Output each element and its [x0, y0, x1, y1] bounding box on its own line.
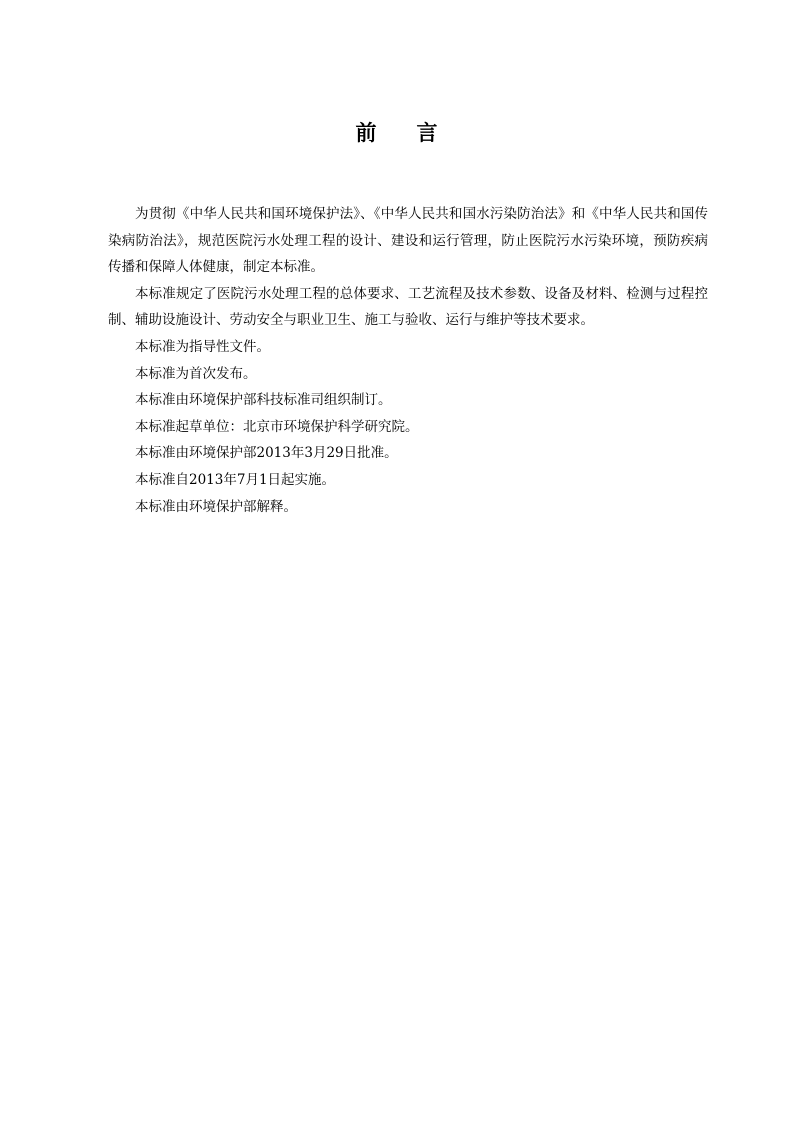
title-char-1: 前	[355, 121, 377, 145]
paragraph-purpose: 为贯彻《中华人民共和国环境保护法》、《中华人民共和国水污染防治法》和《中华人民共和国传染病防治法》，规范医院污水处理工程的设计、建设和运行管理，防止医院污水污染环境，预防疾病传播和保障人体健康，制定本标准。	[108, 206, 708, 276]
paragraph-scope: 本标准规定了医院污水处理工程的总体要求、工艺流程及技术参数、设备及材料、检测与过程控制、辅助设施设计、劳动安全与职业卫生、施工与验收、运行与维护等技术要求。	[108, 285, 708, 329]
paragraph-first-release: 本标准为首次发布。	[135, 365, 257, 382]
paragraph-approval: 本标准由环境保护部2013年3月29日批准。	[135, 445, 398, 462]
preface-body	[108, 201, 708, 520]
paragraph-guidance: 本标准为指导性文件。	[135, 338, 270, 355]
paragraph-interpretation: 本标准由环境保护部解释。	[135, 498, 297, 515]
title-char-2: 言	[416, 121, 438, 145]
paragraph-effective-date: 本标准自2013年7月1日起实施。	[135, 471, 336, 488]
paragraph-drafting-unit: 本标准起草单位：北京市环境保护科学研究院。	[135, 418, 419, 435]
paragraph-organizer: 本标准由环境保护部科技标准司组织制订。	[135, 392, 392, 409]
page-title	[0, 118, 793, 148]
